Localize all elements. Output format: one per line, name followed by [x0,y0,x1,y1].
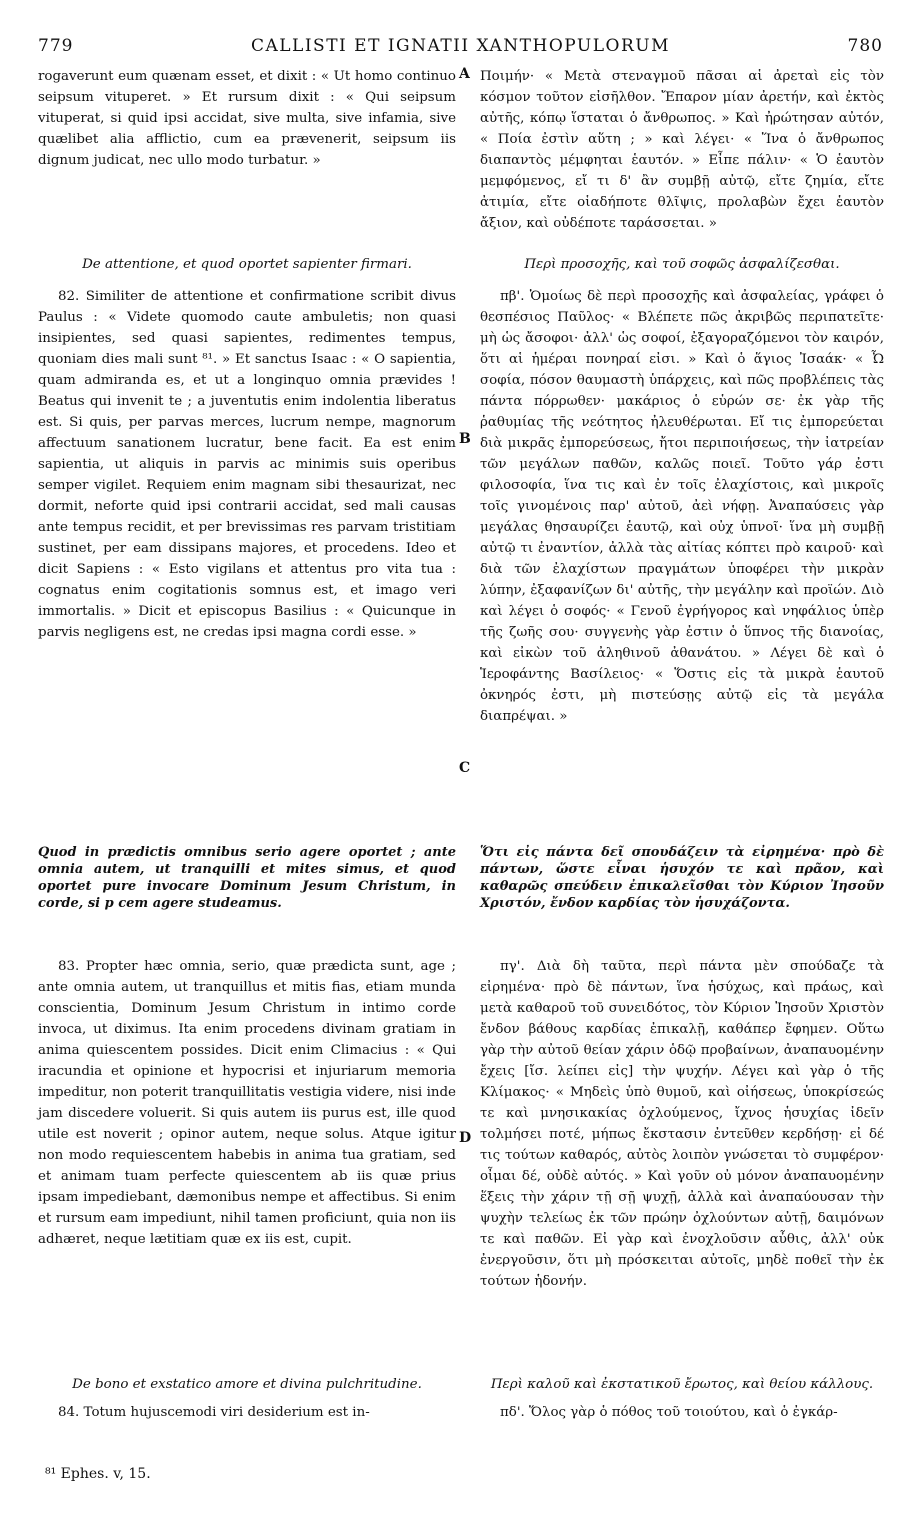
greek-paragraph-1: Ποιμήν· « Μετὰ στεναγμοῦ πᾶσαι αἱ ἀρεταὶ εἰς τὸν κόσμον τοῦτον εἰσῆλθον. Ἔπαρον μίαν ἀρετήν, καὶ ἐκτὸς αὐτῆς, κόπῳ ἵσταται ὁ ἄνθρωπος. » Καὶ ἠρώτησαν αὐτόν, « Ποία ἐστὶν αὕτη ; » καὶ λέγει· « Ἵνα ὁ ἄνθρωπος διαπαντὸς μέμφηται ἑαυτόν. » Εἶπε πάλιν· « Ὁ ἑαυτὸν μεμφόμενος, εἴ τι δ' ἂν συμβῇ αὐτῷ, εἴτε ζημία, εἴτε ἀτιμία, εἴτε οἱαδήποτε θλῖψις, προλαβὼν ἔχει ἑαυτὸν ἄξιον, καὶ οὐδέποτε ταράσσεται. » [480,69,884,231]
latin-heading-3: De bono et exstatico amore et divina pulchritudine. [72,1377,422,1392]
margin-marker-b: B [459,431,471,447]
running-title: CALLISTI ET IGNATII XANTHOPULORUM [250,36,670,56]
latin-paragraph-3: 83. Propter hæc omnia, serio, quæ prædicta sunt, age ; ante omnia autem, ut tranquillus et mitis fias, etiam munda conscientia, Dominum Jesum Christum in intimo corde invoca, ut diximus. Ita enim procedens divinam gratiam in anima quiescentem possides. Dicit enim Climacius : « Qui iracundia et opinione et hypocrisi et injuriarum memoria impeditur, non poterit tranquillitatis vestigia videre, nisi inde jam discedere voluerit. Si quis autem iis purus est, ille quod utile est noverit ; opinor autem, neque solus. Atque igitur non modo requiescentem habebis in anima tua gratiam, sed et animam tuam perfecte quiescentem ab iis quæ prius ipsam impediebant, dæmonibus nempe et affectibus. Si enim et rursum eam impediunt, nihil tamen proficiunt, quia non iis adhæret, neque lætitiam quæ ex iis est, cupit. [38,959,456,1247]
greek-paragraph-2: πβ'. Ὁμοίως δὲ περὶ προσοχῆς καὶ ἀσφαλείας, γράφει ὁ θεσπέσιος Παῦλος· « Βλέπετε πῶς ἀκριβῶς περιπατεῖτε· μὴ ὡς ἄσοφοι· ἀλλ' ὡς σοφοί, ἐξαγοραζόμενοι τὸν καιρόν, ὅτι αἱ ἡμέραι πονηραί εἰσι. » Καὶ ὁ ἅγιος Ἰσαάκ· « Ὦ σοφία, πόσον θαυμαστὴ ὑπάρχεις, καὶ πῶς προβλέπεις τὰς πάντα πόρρωθεν· μακάριος ὁ εὑρών σε· ἐκ γὰρ τῆς ῥαθυμίας τῆς νεότητος ἠλευθέρωται. Εἴ τις ἐμπορεύεται διὰ μικρᾶς ἐμπορεύσεως, ἤτοι περιποιήσεως, τὴν ἰατρείαν τῶν μεγάλων παθῶν, καλῶς ποιεῖ. Τοῦτο γάρ ἐστι φιλοσοφία, ἵνα τις καὶ ἐν τοῖς ἐλαχίστοις, καὶ μικροῖς τοῖς γινομένοις παρ' αὐτοῦ, ἀεὶ νήφῃ. Ἀναπαύσεις γὰρ μεγάλας θησαυρίζει ἑαυτῷ, καὶ οὐχ ὑπνοῖ· ἵνα μὴ συμβῇ αὐτῷ τι ἐναντίον, ἀλλὰ τὰς αἰτίας κόπτει πρὸ καιροῦ· καὶ διὰ τῶν ἐλαχίστων πραγμάτων ὑποφέρει τὴν μικρὰν λύπην, ἐξαφανίζων δι' αὐτῆς, τὴν μεγάλην καὶ προϊών. Διὸ καὶ λέγει ὁ σοφός· « Γενοῦ ἐγρήγορος καὶ νηφάλιος ὑπὲρ τῆς ζωῆς σου· συγγενὴς γὰρ ἐστιν ὁ ὕπνος τῆς διανοίας, καὶ εἰκὼν τοῦ ἀληθινοῦ ἀθανάτου. » Λέγει δὲ καὶ ὁ Ἱεροφάντης Βασίλειος· « Ὅστις εἰς τὰ μικρὰ ἑαυτοῦ ὀκνηρός ἐστι, μὴ πιστεύσῃς αὐτῷ εἰς τὰ μεγάλα διαπρέψαι. » [480,289,884,724]
latin-paragraph-2: 82. Similiter de attentione et confirmatione scribit divus Paulus : « Videte quomodo caute ambuletis; non quasi insipientes, sed quasi sapientes, redimentes tempus, quoniam dies mali sunt ⁸¹. » Et sanctus Isaac : « O sapientia, quam admiranda es, et ut a longinquo omnia prævides ! Beatus qui invenit te ; a juventutis enim indolentia liberatus est. Si quis, per parvas merces, lucrum nempe, magnorum affectuum sanationem lucratur, bene facit. Ea est enim sapientia, ut aliquis in parvis ac minimis suis operibus semper vigilet. Requiem enim magnam sibi thesaurizat, nec dormit, neforte quid ipsi contrarii accidat, sed mali causas ante tempus recidit, et per brevissimas res parvam tristitiam sustinet, per eam dissipans majores, et procedens. Ideo et dicit Sapiens : « Esto vigilans et attentus pro vita tua : cognatus enim cogitationis somnus est, et imago veri immortalis. » Dicit et episcopus Basilius : « Quicunque in parvis negligens est, ne credas ipsi magna cordi esse. » [38,289,456,640]
latin-heading-2: Quod in prædictis omnibus serio agere oportet ; ante omnia autem, ut tranquilli et mites simus, et quod oportet pure invocare Dominum Jesum Christum, in corde, si p cem agere studeamus. [38,845,456,911]
latin-paragraph-1: rogaverunt eum quænam esset, et dixit : « Ut homo continuo seipsum vituperet. » Et rursum dixit : « Qui seipsum vituperat, si quid ipsi accidat, sive multa, sive infamia, sive quælibet alia afflictio, cum ea prævenerit, seipsum iis dignum judicat, nec ullo modo turbatur. » [38,69,456,168]
greek-heading-3: Περὶ καλοῦ καὶ ἐκστατικοῦ ἔρωτος, καὶ θείου κάλλους. [490,1377,874,1392]
latin-column [38,66,456,1423]
greek-heading-2: Ὅτι εἰς πάντα δεῖ σπουδάζειν τὰ εἰρημένα· πρὸ δὲ πάντων, ὥστε εἶναι ἡσυχόν τε καὶ πρᾶον, καὶ καθαρῶς σπεύδειν ἐπικαλεῖσθαι τὸν Κύριον Ἰησοῦν Χριστόν, ἔνδον καρδίας τὸν ἡσυχάζοντα. [480,845,884,911]
greek-paragraph-3: πγ'. Διὰ δὴ ταῦτα, περὶ πάντα μὲν σπούδαζε τὰ εἰρημένα· πρὸ δὲ πάντων, ἵνα ἡσύχως, καὶ πράως, καὶ μετὰ καθαροῦ τοῦ συνειδότος, τὸν Κύριον Ἰησοῦν Χριστὸν ἔνδον βάθους καρδίας ἐπικαλῇ, καθάπερ ἔφημεν. Οὕτω γὰρ τὴν αὐτοῦ θείαν χάριν ὁδῷ προβαίνων, ἀναπαυομένην ἔχεις [ἴσ. λείπει εἰς] τὴν ψυχήν. Λέγει καὶ γὰρ ὁ τῆς Κλίμακος· « Μηδεὶς ὑπὸ θυμοῦ, καὶ οἰήσεως, ὑποκρίσεώς τε καὶ μνησικακίας ὀχλούμενος, ἴχνος ἡσυχίας ἰδεῖν τολμήσει ποτέ, μήπως ἔκστασιν ἐντεῦθεν κερδήσῃ· εἰ δέ τις τούτων καθαρός, αὐτὸς λοιπὸν γνώσεται τὸ συμφέρον· οἶμαι δέ, οὐδὲ αὐτός. » Καὶ γοῦν οὐ μόνον ἀναπαυομένην ἕξεις τὴν χάριν τῇ σῇ ψυχῇ, ἀλλὰ καὶ ἀναπαύουσαν τὴν ψυχὴν τελείως ἐκ τῶν πρώην ὀχλούντων αὐτῇ, δαιμόνων τε καὶ παθῶν. Εἰ γὰρ καὶ ἐνοχλοῦσιν αὖθις, ἀλλ' οὐκ ἐνεργοῦσιν, ὅτι μὴ πρόσκειται αὐτοῖς, μηδὲ ποθεῖ τὴν ἐκ τούτων ἡδονήν. [480,959,884,1289]
margin-marker-a: A [459,66,470,82]
greek-paragraph-4: πδ'. Ὅλος γὰρ ὁ πόθος τοῦ τοιούτου, καὶ ὁ ἐγκάρ- [500,1405,838,1420]
greek-heading-1: Περὶ προσοχῆς, καὶ τοῦ σοφῶς ἀσφαλίζεσθαι. [524,257,840,272]
greek-column [480,66,884,1423]
latin-heading-1: De attentione, et quod oportet sapienter firmari. [82,257,412,272]
footnote: ⁸¹ Ephes. v, 15. [45,1466,151,1482]
page-number-left: 779 [38,36,74,56]
margin-marker-d: D [459,1130,472,1146]
latin-paragraph-4: 84. Totum hujuscemodi viri desiderium est in- [58,1405,370,1420]
page-number-right: 780 [847,36,883,56]
margin-marker-c: C [459,760,471,776]
running-header [38,36,883,60]
